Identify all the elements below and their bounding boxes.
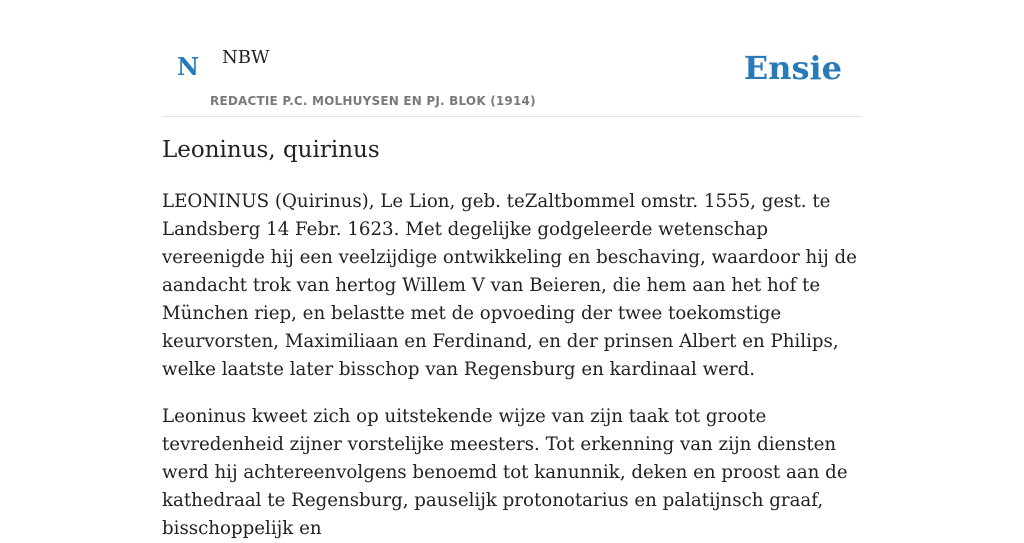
- article: [162, 136, 862, 543]
- article-paragraph: Leoninus kweet zich op uitstekende wijze van zijn taak tot groote tevredenheid zijner vorstelijke meesters. Tot erkenning van zijn diensten werd hij achtereenvolgens benoemd tot kanunnik, deken en proost aan de kathedraal te Regensburg, pauselijk protonotarius en palatijnsch graaf, bisschoppelijk en: [162, 405, 848, 539]
- ensie-logo-link[interactable]: Ensie: [743, 49, 842, 87]
- site-header: [162, 0, 862, 117]
- source-name-link[interactable]: NBW: [222, 47, 270, 68]
- source-editors: REDACTIE P.C. MOLHUYSEN EN PJ. BLOK (1914): [210, 94, 536, 108]
- article-paragraph: LEONINUS (Quirinus), Le Lion, geb. teZaltbommel omstr. 1555, gest. te Landsberg 14 Febr. 1623. Met degelijke godgeleerde wetenschap vereenigde hij een veelzijdige ontwikkeling en beschaving, waardoor hij de aandacht trok van hertog Willem V van Beieren, die hem aan het hof te München riep, en belastte met de opvoeding der twee toekomstige keurvorsten, Maximiliaan en Ferdinand, en der prinsen Albert en Philips, welke laatste later bisschop van Regensburg en kardinaal werd.: [162, 190, 857, 380]
- article-title: Leoninus, quirinus: [162, 137, 380, 163]
- source-logo[interactable]: N: [177, 52, 199, 81]
